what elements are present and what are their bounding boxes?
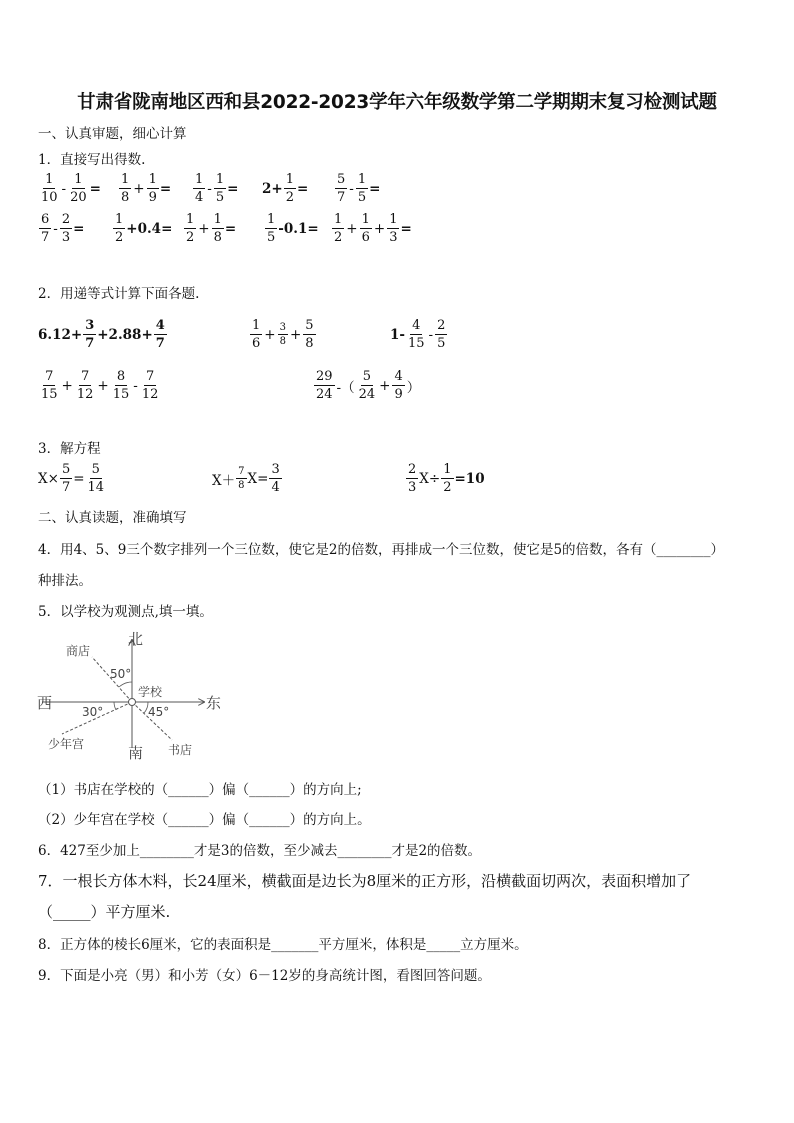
fraction: $\frac{1}{3}$ — [389, 212, 398, 245]
label-palace: 少年宫 — [48, 737, 85, 751]
fraction: $\frac{7}{8}$ — [238, 466, 245, 491]
q1-row1-item-3: $\frac{1}{4}$ - $\frac{1}{5}$ = — [195, 172, 239, 205]
q3-equation-2: X＋ $\frac{7}{8}$ X= $\frac{3}{4}$ — [212, 462, 280, 495]
fraction: $\frac{5}{7}$ — [61, 462, 71, 495]
fraction: $\frac{7}{15}$ — [41, 369, 58, 402]
fraction: $\frac{5}{8}$ — [305, 318, 314, 351]
fraction: $\frac{1}{4}$ — [195, 172, 204, 205]
fraction: $\frac{1}{2}$ — [334, 212, 343, 245]
fraction: $\frac{4}{7}$ — [155, 318, 165, 351]
fraction: $\frac{2}{5}$ — [437, 318, 446, 351]
q2-label: 2．用递等式计算下面各题. — [38, 286, 200, 302]
q4-continuation: 种排法。 — [38, 573, 92, 589]
label-shop: 商店 — [66, 644, 91, 658]
section-2-heading: 二、认真读题，准确填写 — [38, 510, 187, 526]
q3-label: 3．解方程 — [38, 441, 101, 457]
section-1-heading: 一、认真审题，细心计算 — [38, 126, 187, 142]
q5-part-2: （2）少年宫在学校（______）偏（______）的方向上。 — [38, 812, 371, 828]
fraction: $\frac{3}{7}$ — [85, 318, 95, 351]
fraction: $\frac{1}{10}$ — [41, 172, 58, 205]
q2-expr-4: $\frac{7}{15}$ + $\frac{7}{12}$ + $\frac{8}{15}$ - $\frac{7}{12}$ — [41, 369, 159, 402]
fraction: $\frac{6}{7}$ — [41, 212, 50, 245]
fraction: $\frac{1}{9}$ — [148, 172, 157, 205]
fraction: $\frac{1}{5}$ — [215, 172, 225, 205]
q1-row2-item-3: $\frac{1}{2}$ + $\frac{1}{8}$ = — [186, 212, 237, 245]
q7-continuation: （_____）平方厘米. — [38, 903, 171, 921]
label-angle-50: 50° — [110, 667, 132, 681]
fraction: $\frac{2}{3}$ — [408, 462, 417, 495]
q5-part-1: （1）书店在学校的（______）偏（______）的方向上; — [38, 782, 362, 798]
q7-text: 7．一根长方体木料，长24厘米，横截面是边长为8厘米的正方形，沿横截面切两次，表面积增加了 — [38, 872, 692, 890]
q2-expr-5: $\frac{29}{24}$ -（ $\frac{5}{24}$ + $\frac{4}{9}$ ） — [316, 369, 421, 402]
q5-label: 5．以学校为观测点,填一填。 — [38, 604, 213, 620]
label-angle-45: 45° — [148, 705, 170, 719]
q1-row2-item-1: $\frac{6}{7}$ - $\frac{2}{3}$ = — [41, 212, 85, 245]
fraction: $\frac{1}{2}$ — [186, 212, 195, 245]
fraction: $\frac{1}{5}$ — [267, 212, 276, 245]
fraction: $\frac{5}{24}$ — [358, 369, 376, 402]
school-point — [129, 699, 136, 706]
label-school: 学校 — [138, 685, 163, 699]
q6-text: 6．427至少加上________才是3的倍数，至少减去________才是2的倍数。 — [38, 843, 482, 859]
fraction: $\frac{1}{2}$ — [443, 462, 452, 495]
fraction: $\frac{1}{8}$ — [213, 212, 222, 245]
label-angle-30: 30° — [82, 705, 104, 719]
fraction: $\frac{5}{14}$ — [87, 462, 105, 495]
fraction: $\frac{7}{12}$ — [141, 369, 159, 402]
label-east: 东 — [206, 694, 222, 712]
fraction: $\frac{1}{8}$ — [121, 172, 130, 205]
q2-e1-mid: +2.88+ — [97, 326, 153, 343]
fraction: $\frac{1}{2}$ — [285, 172, 294, 205]
fraction: $\frac{1}{20}$ — [70, 172, 87, 205]
fraction: $\frac{4}{15}$ — [408, 318, 425, 351]
q3-equation-3: $\frac{2}{3}$ X÷ $\frac{1}{2}$ =10 — [408, 462, 485, 495]
fraction: $\frac{2}{3}$ — [61, 212, 71, 245]
q9-text: 9．下面是小亮（男）和小芳（女）6－12岁的身高统计图，看图回答问题。 — [38, 968, 491, 984]
fraction: $\frac{1}{5}$ — [357, 172, 367, 205]
fraction: $\frac{7}{12}$ — [76, 369, 94, 402]
q1-row1-item-4: 2+ $\frac{1}{2}$ = — [262, 172, 309, 205]
q1-row2-item-2: $\frac{1}{2}$ +0.4= — [115, 212, 173, 245]
label-west: 西 — [37, 694, 53, 712]
q1-row1-item-2: $\frac{1}{8}$ + $\frac{1}{9}$ = — [121, 172, 172, 205]
fraction: $\frac{8}{15}$ — [112, 369, 130, 402]
q8-text: 8．正方体的棱长6厘米，它的表面积是_______平方厘米，体积是_____立方厘米。 — [38, 937, 528, 953]
fraction: $\frac{1}{6}$ — [361, 212, 370, 245]
label-south: 南 — [128, 744, 144, 760]
fraction: $\frac{1}{2}$ — [115, 212, 124, 245]
q1-row2-item-4: $\frac{1}{5}$ -0.1= — [267, 212, 319, 245]
q1-row1-item-5: $\frac{5}{7}$ - $\frac{1}{5}$ = — [337, 172, 381, 205]
fraction: $\frac{29}{24}$ — [316, 369, 333, 402]
fraction: $\frac{5}{7}$ — [337, 172, 346, 205]
q1-label: 1．直接写出得数. — [38, 152, 146, 168]
q3-equation-1: X× $\frac{5}{7}$ = $\frac{5}{14}$ — [38, 462, 105, 495]
q1-row1-item-1: $\frac{1}{10}$ - $\frac{1}{20}$ = — [41, 172, 101, 205]
direction-diagram — [32, 630, 232, 760]
q1-row2-item-5: $\frac{1}{2}$ + $\frac{1}{6}$ + $\frac{1}{3}$ = — [334, 212, 412, 245]
fraction: $\frac{3}{4}$ — [271, 462, 280, 495]
q2-e1-lead: 6.12+ — [38, 326, 83, 343]
angle-50-arc — [119, 682, 132, 687]
fraction: $\frac{4}{9}$ — [394, 369, 403, 402]
angle-30-arc — [114, 702, 116, 710]
label-north: 北 — [128, 630, 144, 648]
fraction: $\frac{1}{6}$ — [252, 318, 261, 351]
page-title: 甘肃省陇南地区西和县2022-2023学年六年级数学第二学期期末复习检测试题 — [77, 92, 717, 113]
q2-expr-3: 1- $\frac{4}{15}$ - $\frac{2}{5}$ — [390, 318, 446, 351]
q4-text: 4．用4、5、9三个数字排列一个三位数，使它是2的倍数，再排成一个三位数，使它是5的倍数，各有（________） — [38, 542, 725, 558]
fraction: $\frac{3}{8}$ — [279, 322, 286, 347]
q2-expr-2: $\frac{1}{6}$ + $\frac{3}{8}$ + $\frac{5}{8}$ — [252, 318, 314, 351]
q2-expr-1 — [38, 318, 168, 351]
label-bookstore: 书店 — [168, 743, 193, 757]
